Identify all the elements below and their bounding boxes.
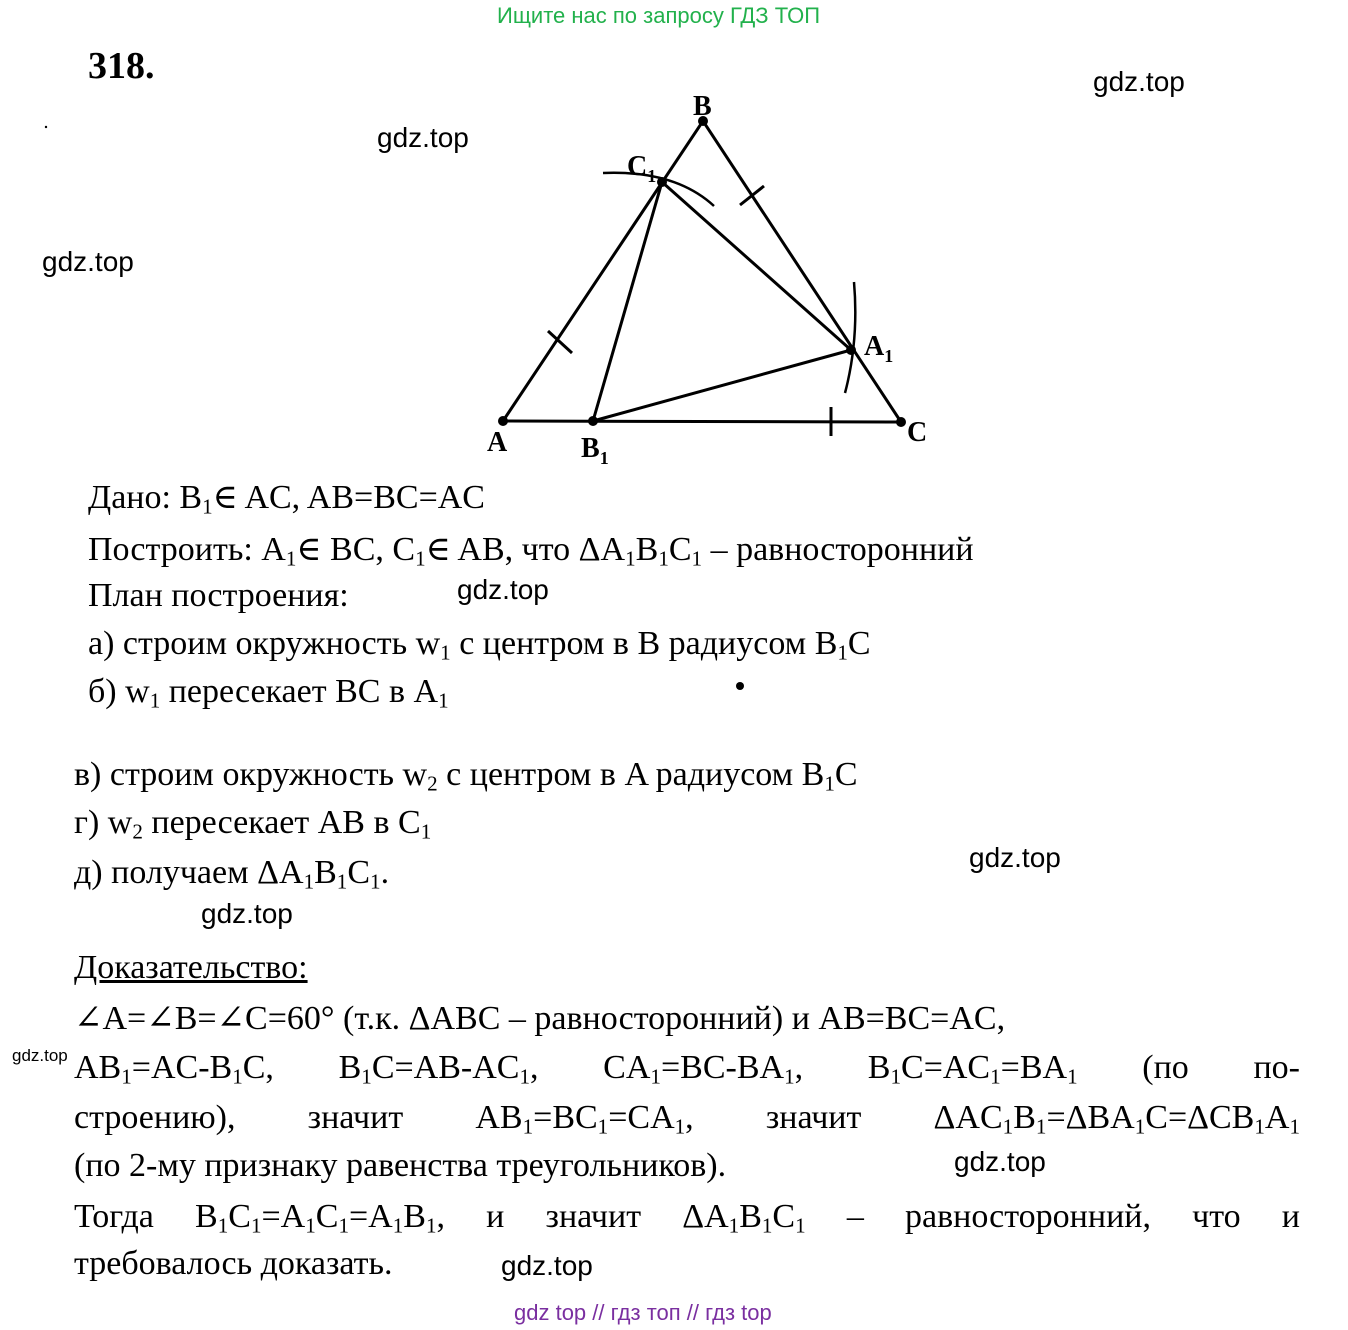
segment-c1-b1 — [593, 182, 662, 421]
label-a: A — [487, 427, 508, 458]
tick-mark-bc — [740, 186, 764, 205]
label-a1: $A_1$ — [864, 331, 894, 366]
watermark: gdz.top — [954, 1146, 1046, 1177]
watermark: gdz.top — [969, 842, 1061, 873]
watermark: gdz.top — [501, 1250, 593, 1281]
problem-number: 318. — [88, 45, 155, 87]
point-c1 — [657, 177, 667, 187]
search-banner: Ищите нас по запросу ГДЗ ТОП — [497, 3, 821, 28]
plan-step-b: б) $w_1$ пересекает BC в $A_1$ — [88, 673, 449, 713]
proof-line-2: $AB_1=AC-B_1C$, $B_1C=AB-AC_1$, $CA_1=BC-BA_1$, $B_1C=AC_1=BA_1$ (по по- — [74, 1049, 1300, 1089]
watermark: gdz.top — [457, 574, 549, 605]
watermark: gdz.top — [42, 246, 134, 277]
watermark: gdz.top — [1093, 66, 1185, 97]
plan-step-d: д) получаем $\Delta A_1B_1C_1$. — [74, 854, 390, 894]
given-line: Дано: $B_1\in$ AC, AB=BC=AC — [88, 479, 485, 519]
proof-line-3: строению), значит $AB_1=BC_1=CA_1$, значит $\Delta AC_1B_1=\Delta BA_1C=\Delta CB_1A_1$ — [74, 1099, 1300, 1139]
construct-line: Построить: $A_1\in$ BC, $C_1\in$ AB, что $\Delta A_1B_1C_1$ – равносторонний — [88, 531, 974, 571]
speck — [45, 126, 47, 128]
plan-step-g: г) $w_2$ пересекает AB в $C_1$ — [74, 804, 432, 844]
watermark: gdz.top — [12, 1046, 68, 1065]
point-a — [498, 416, 508, 426]
label-c: C — [907, 417, 928, 448]
footer-links: gdz top // гдз топ // гдз top — [514, 1300, 772, 1325]
point-a1 — [846, 345, 856, 355]
watermark: gdz.top — [377, 122, 469, 153]
side-ac — [503, 421, 901, 422]
segment-b1-a1 — [593, 350, 851, 421]
point-c — [896, 417, 906, 427]
plan-title: План построения: — [88, 577, 349, 614]
proof-line-4: (по 2-му признаку равенства треугольников). — [74, 1147, 727, 1184]
plan-step-a: а) строим окружность $w_1$ с центром в B радиусом $B_1C$ — [88, 625, 871, 665]
side-ab — [503, 121, 703, 421]
proof-line-5: Тогда $B_1C_1=A_1C_1=A_1B_1$, и значит $\Delta A_1B_1C_1$ – равносторонний, что и — [74, 1198, 1300, 1238]
proof-title: Доказательство: — [74, 949, 308, 986]
label-b: B — [693, 91, 712, 122]
label-b1: $B_1$ — [581, 433, 609, 468]
label-c1: $C_1$ — [627, 151, 657, 186]
proof-line-6: требовалось доказать. — [74, 1245, 393, 1282]
speck-dot — [736, 682, 744, 690]
side-bc — [703, 121, 901, 422]
proof-line-1: ∠A=∠B=∠C=60° (т.к. ΔABC – равносторонний) и AB=BC=AC, — [74, 1000, 1006, 1037]
watermark: gdz.top — [201, 898, 293, 929]
point-b1 — [588, 416, 598, 426]
plan-step-v: в) строим окружность $w_2$ с центром в A радиусом $B_1C$ — [74, 756, 858, 796]
segment-c1-a1 — [662, 182, 851, 350]
triangle-figure — [0, 0, 1348, 480]
